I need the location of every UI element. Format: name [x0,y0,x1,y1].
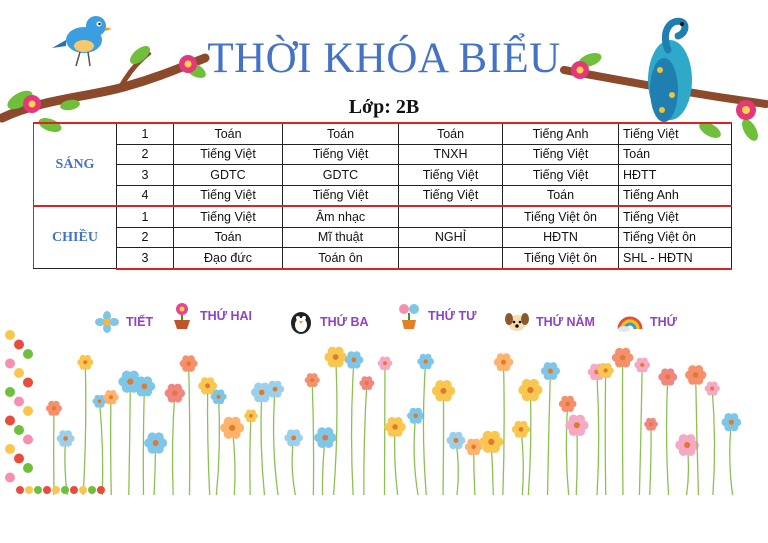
subject-cell: Tiếng Việt [399,165,503,186]
table-row [34,227,732,248]
flower-icon [565,415,588,495]
flower-icon [675,434,699,495]
subject-cell: NGHỈ [399,227,503,248]
subject-cell: Toán [174,227,283,248]
subject-cell: Tiếng Việt ôn [503,206,619,227]
flower-icon [465,439,483,495]
table-row [34,123,732,144]
subject-cell: Toán [619,144,732,165]
subject-cell: Mĩ thuật [283,227,399,248]
flower-icon [5,444,15,454]
flower-icon [70,486,78,494]
subject-cell: Tiếng Việt [174,144,283,165]
table-row [34,144,732,165]
flower-icon [34,486,42,494]
subject-cell: Tiếng Việt [174,206,283,227]
table-row [34,185,732,206]
flower-icon [165,384,186,495]
subject-cell: Tiếng Việt ôn [503,248,619,269]
subject-cell: GDTC [283,165,399,186]
table-row [34,206,732,227]
flower-icon [14,397,24,407]
timetable [33,122,732,270]
subject-cell [399,206,503,227]
subject-cell: Tiếng Việt [503,165,619,186]
flower-icon [324,347,346,495]
flower-icon [494,353,513,495]
flower-pot-icon [396,302,422,330]
flower-pot-icon [170,302,194,330]
flower-icon [244,409,258,495]
flower-icon [447,432,466,495]
subject-cell: Tiếng Việt [619,123,732,144]
flower-garden-decoration [0,330,768,500]
subject-cell: Tiếng Việt [283,185,399,206]
legend-item-wednesday [396,306,477,326]
period-cell: 1 [117,123,174,144]
ladybug-icon [14,454,24,464]
legend-label: TIẾT [126,315,154,329]
period-cell: 4 [117,185,174,206]
legend-label: THỨ HAI [200,309,253,323]
flower-icon [284,429,303,495]
subject-cell: Tiếng Việt [503,144,619,165]
subject-cell: Tiếng Anh [619,185,732,206]
legend-label: THỨ NĂM [536,315,595,329]
subject-cell: Tiếng Anh [503,123,619,144]
legend-item-monday [170,306,252,326]
legend-label: THỨ BA [320,315,369,329]
flower-icon [721,413,741,495]
class-label: Lớp: 2B [348,96,420,118]
flower-icon [16,486,24,494]
subject-cell: Tiếng Việt [174,185,283,206]
period-cell: 2 [117,227,174,248]
subject-cell: Toán ôn [283,248,399,269]
table-row [34,248,732,269]
flower-icon [103,390,119,495]
legend-item-thursday [504,312,595,332]
flower-icon [23,349,33,359]
subject-cell: HĐTN [503,227,619,248]
flower-icon [52,486,60,494]
flower-icon [314,427,336,495]
legend-item-friday [616,312,677,332]
table-row [34,165,732,186]
flower-icon [384,417,405,495]
flower-icon [541,362,560,495]
subject-cell: Tiếng Việt [619,206,732,227]
page-title: THỜI KHÓA BIỂU [207,35,561,82]
flower-icon [23,406,33,416]
flower-icon [25,486,33,494]
subject-cell: SHL - HĐTN [619,248,732,269]
flower-icon [512,421,530,495]
flower-icon [57,430,75,495]
period-cell: 3 [117,165,174,186]
subject-cell: Tiếng Việt [283,144,399,165]
flower-icon [180,355,198,495]
flower-icon [479,431,503,495]
flower-icon [705,381,720,495]
flower-icon [658,368,677,495]
subject-cell: Toán [503,185,619,206]
flower-icon [612,348,634,495]
flower-icon [43,486,51,494]
flower-icon [5,473,15,483]
subject-cell: HĐTT [619,165,732,186]
legend-item-tuesday [288,312,369,332]
subject-cell: TNXH [399,144,503,165]
flower-icon [588,364,606,495]
flower-icon [23,435,33,445]
flower-icon [251,383,272,495]
flower-icon [345,351,364,495]
flower-icon [46,401,62,495]
flower-icon [97,486,105,494]
session-afternoon: CHIỀU [34,206,117,269]
period-cell: 2 [117,144,174,165]
flower-icon [211,389,227,495]
subject-cell: Âm nhạc [283,206,399,227]
subject-cell: Toán [399,123,503,144]
flower-icon [644,418,658,495]
subject-cell: GDTC [174,165,283,186]
legend-label: THỨ TƯ [428,309,477,323]
flower-icon [5,330,15,340]
flower-icon [598,363,614,495]
flower-icon [144,432,167,495]
legend-label: THỨ [650,315,678,329]
subject-cell: Đạo đức [174,248,283,269]
subject-cell: Tiếng Việt ôn [619,227,732,248]
session-morning: SÁNG [34,123,117,206]
flower-icon [359,376,374,495]
flower-icon [220,417,244,495]
flower-icon [23,463,33,473]
flower-icon [14,425,24,435]
subject-cell [399,248,503,269]
flower-icon [14,368,24,378]
subject-cell: Toán [283,123,399,144]
flower-icon [407,408,424,495]
flower-icon [559,396,577,495]
flower-icon [77,355,93,495]
ladybug-icon [23,378,33,388]
ladybug-icon [14,340,24,350]
flower-icon [79,486,87,494]
flower-icon [61,486,69,494]
legend-item-period [94,312,153,332]
subject-cell: Toán [174,123,283,144]
ladybug-icon [5,416,15,426]
flower-icon [5,359,15,369]
period-cell: 1 [117,206,174,227]
subject-cell: Tiếng Việt [399,185,503,206]
flower-icon [417,354,434,495]
flower-icon [92,395,106,495]
flower-icon [5,387,15,397]
flower-icon [88,486,96,494]
period-cell: 3 [117,248,174,269]
